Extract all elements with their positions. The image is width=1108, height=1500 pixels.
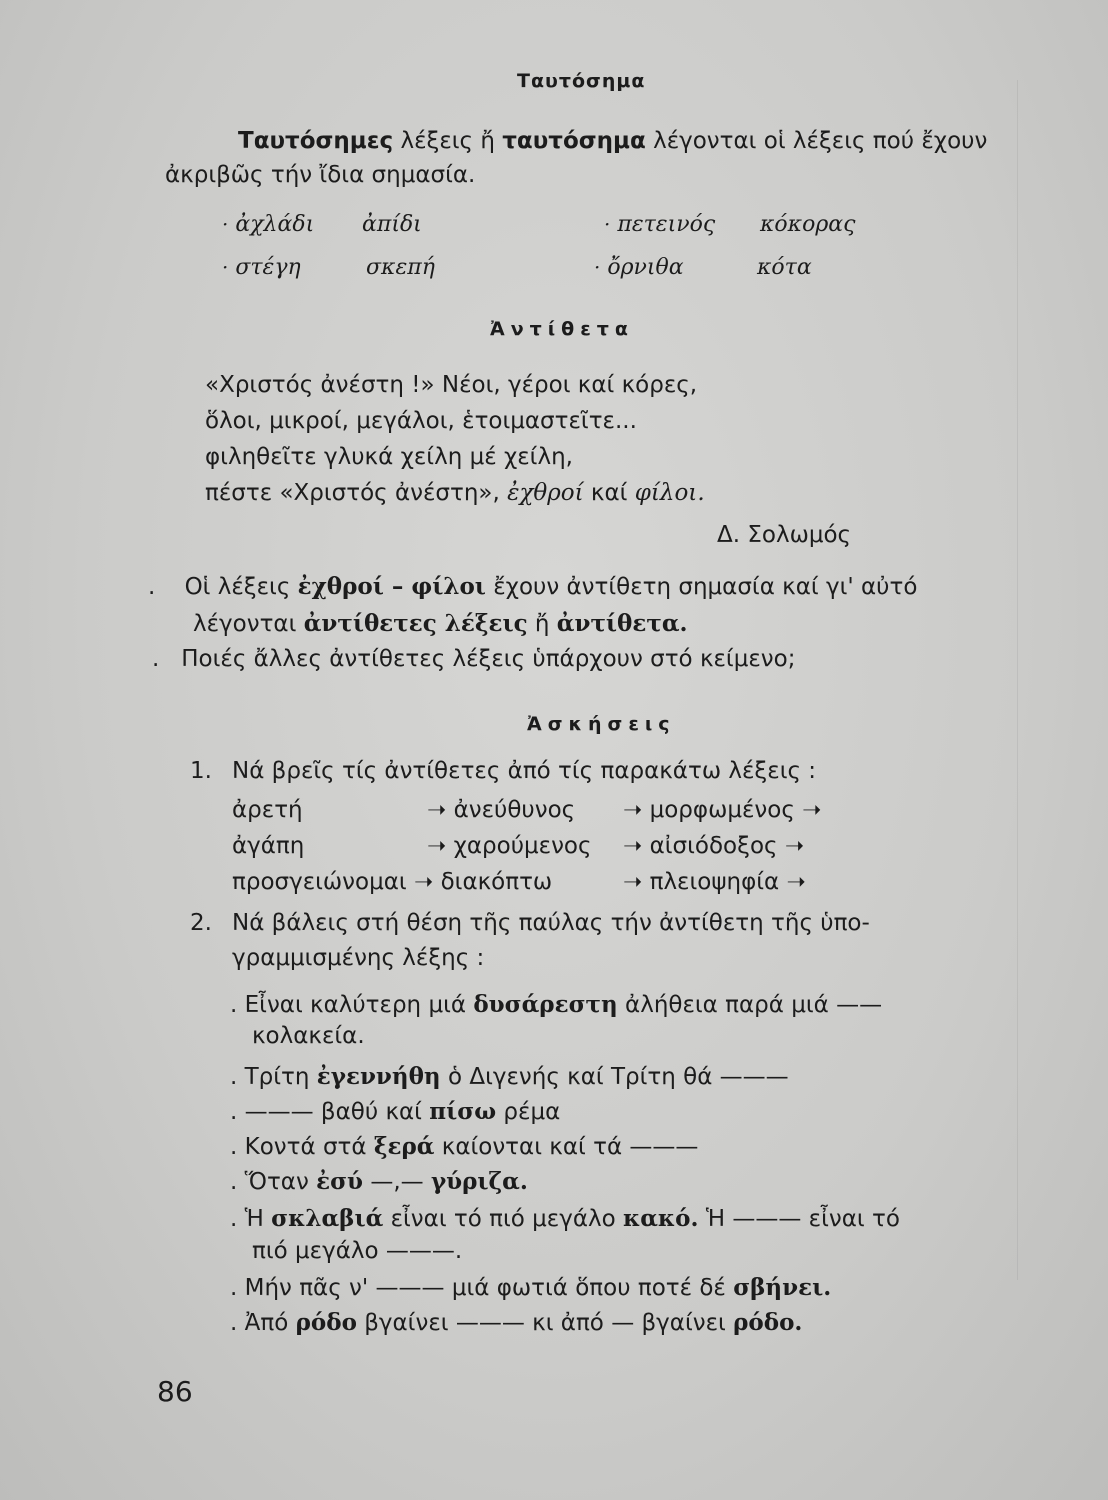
poem-line-4: πέστε «Χριστός ἀνέστη», ἐχθροί καί φίλοι. [205, 480, 705, 506]
exercise-1-instruction: Νά βρεῖς τίς ἀντίθετες ἀπό τίς παρακάτω λέξεις : [232, 758, 817, 784]
section-title-askiseis: Ἀσκήσεις [527, 713, 676, 735]
arrow-icon: ➝ [414, 869, 434, 895]
example-row: · στέγη [222, 255, 301, 280]
section-title-tautosima: Ταυτόσημα [517, 70, 646, 92]
sentence-7: . Μήν πᾶς ν' ——— μιά φωτιά ὅπου ποτέ δέ σβήνει. [230, 1274, 832, 1301]
poem-author: Δ. Σολωμός [717, 522, 852, 548]
key-word: ἐσύ [316, 1168, 364, 1195]
term-tautosimes: Ταυτόσημες [238, 128, 394, 154]
term-antithetes-lexeis: ἀντίθετες λέξεις [303, 610, 528, 637]
paragraph-antonyms-line1: . Οἱ λέξεις ἐχθροί – φίλοι ἔχουν ἀντίθετη σημασία καί γι' αὐτό [148, 573, 918, 600]
word-filoi: φίλοι. [634, 480, 705, 506]
paragraph-antonyms-line2: λέγονται ἀντίθετες λέξεις ἤ ἀντίθετα. [193, 610, 688, 637]
paragraph-definition-line2: ἀκριβῶς τήν ἴδια σημασία. [165, 162, 476, 188]
example-row: · ὄρνιθα [594, 255, 684, 280]
example-row: · πετεινός [604, 212, 716, 237]
sentence-6: . Ἡ σκλαβιά εἶναι τό πιό μεγάλο κακό. Ἡ ——— εἶναι τό [230, 1205, 900, 1232]
arrow-icon: ➝ [427, 797, 447, 823]
term-antitheta: ἀντίθετα. [556, 610, 688, 637]
text: λέξεις ἤ [393, 128, 503, 154]
exercise-1-word: ἀγάπη [232, 833, 305, 859]
sentence-5: . Ὅταν ἐσύ —,— γύριζα. [230, 1168, 528, 1195]
example-word: σκεπή [366, 255, 435, 280]
arrow-icon: ➝ [802, 797, 822, 823]
key-word: πίσω [429, 1098, 497, 1125]
arrow-icon: ➝ [623, 797, 643, 823]
paragraph-definition-line1 [238, 128, 987, 154]
bleed-through [907, 80, 1018, 1280]
example-word: πετεινός [617, 212, 716, 237]
sentence-4: . Κοντά στά ξερά καίονται καί τά ——— [230, 1133, 699, 1160]
term-echthroi-filoi: ἐχθροί – φίλοι [297, 573, 486, 600]
exercise-1-item: προσγειώνομαι ➝ διακόπτω [232, 869, 553, 895]
exercise-1-item: ➝ ἀνεύθυνος [427, 797, 576, 823]
exercise-2-instruction-line2: γραμμισμένης λέξης : [232, 945, 485, 971]
example-word: ὄρνιθα [607, 255, 684, 280]
exercise-2-instruction-line1: Νά βάλεις στή θέση τῆς παύλας τήν ἀντίθετη τῆς ὑπο- [232, 910, 870, 936]
example-row: · ἀχλάδι [222, 212, 315, 237]
key-word: σκλαβιά [271, 1205, 384, 1232]
sentence-1: . Εἶναι καλύτερη μιά δυσάρεστη ἀλήθεια παρά μιά —— [230, 991, 883, 1018]
sentence-2: . Τρίτη ἐγεννήθη ὁ Διγενής καί Τρίτη θά ——— [230, 1063, 789, 1090]
key-word: ρόδο. [733, 1309, 803, 1336]
key-word: κακό. [622, 1205, 699, 1232]
example-word: κότα [757, 255, 812, 280]
sentence-6-cont: πιό μεγάλο ———. [252, 1238, 463, 1264]
key-word: γύριζα. [430, 1168, 528, 1195]
example-word: στέγη [235, 255, 301, 280]
text: λέγονται οἱ λέξεις πού ἔχουν [645, 128, 988, 154]
exercise-1-item: ➝ αἰσιόδοξος ➝ [623, 833, 805, 859]
key-word: ἐγεννήθη [316, 1063, 441, 1090]
poem-line-1: «Χριστός ἀνέστη !» Νέοι, γέροι καί κόρες, [205, 372, 698, 398]
word-echthroi: ἐχθροί [507, 480, 584, 506]
exercise-1-item: ➝ μορφωμένος ➝ [623, 797, 822, 823]
example-word: ἀπίδι [362, 212, 422, 237]
arrow-icon: ➝ [623, 833, 643, 859]
sentence-1-cont: κολακεία. [252, 1023, 365, 1049]
sentence-3: . ——— βαθύ καί πίσω ρέμα [230, 1098, 561, 1125]
arrow-icon: ➝ [786, 869, 806, 895]
key-word: δυσάρεστη [473, 991, 618, 1018]
key-word: σβήνει. [733, 1274, 832, 1301]
poem-line-3: φιληθεῖτε γλυκά χείλη μέ χείλη, [205, 444, 573, 470]
page-number: 86 [157, 1375, 193, 1408]
exercise-1-word: ἀρετή [232, 797, 303, 823]
arrow-icon: ➝ [427, 833, 447, 859]
exercise-2-number: 2. [190, 910, 212, 936]
arrow-icon: ➝ [784, 833, 805, 859]
example-word: κόκορας [760, 212, 856, 237]
question-line: . Ποιές ἄλλες ἀντίθετες λέξεις ὑπάρχουν στό κείμενο; [152, 646, 796, 672]
exercise-1-item: ➝ πλειοψηφία ➝ [623, 869, 806, 895]
poem-line-2: ὅλοι, μικροί, μεγάλοι, ἑτοιμαστεῖτε... [205, 408, 637, 434]
key-word: ξερά [373, 1133, 435, 1160]
exercise-1-item: ➝ χαρούμενος [427, 833, 592, 859]
exercise-1-number: 1. [190, 758, 212, 784]
example-word: ἀχλάδι [235, 212, 315, 237]
key-word: ρόδο [295, 1309, 357, 1336]
sentence-8: . Ἀπό ρόδο βγαίνει ——— κι ἀπό — βγαίνει ρόδο. [230, 1309, 803, 1336]
arrow-icon: ➝ [623, 869, 643, 895]
term-tautosima: ταυτόσημα [502, 128, 646, 154]
section-title-antitheta: Ἀντίθετα [490, 318, 634, 340]
